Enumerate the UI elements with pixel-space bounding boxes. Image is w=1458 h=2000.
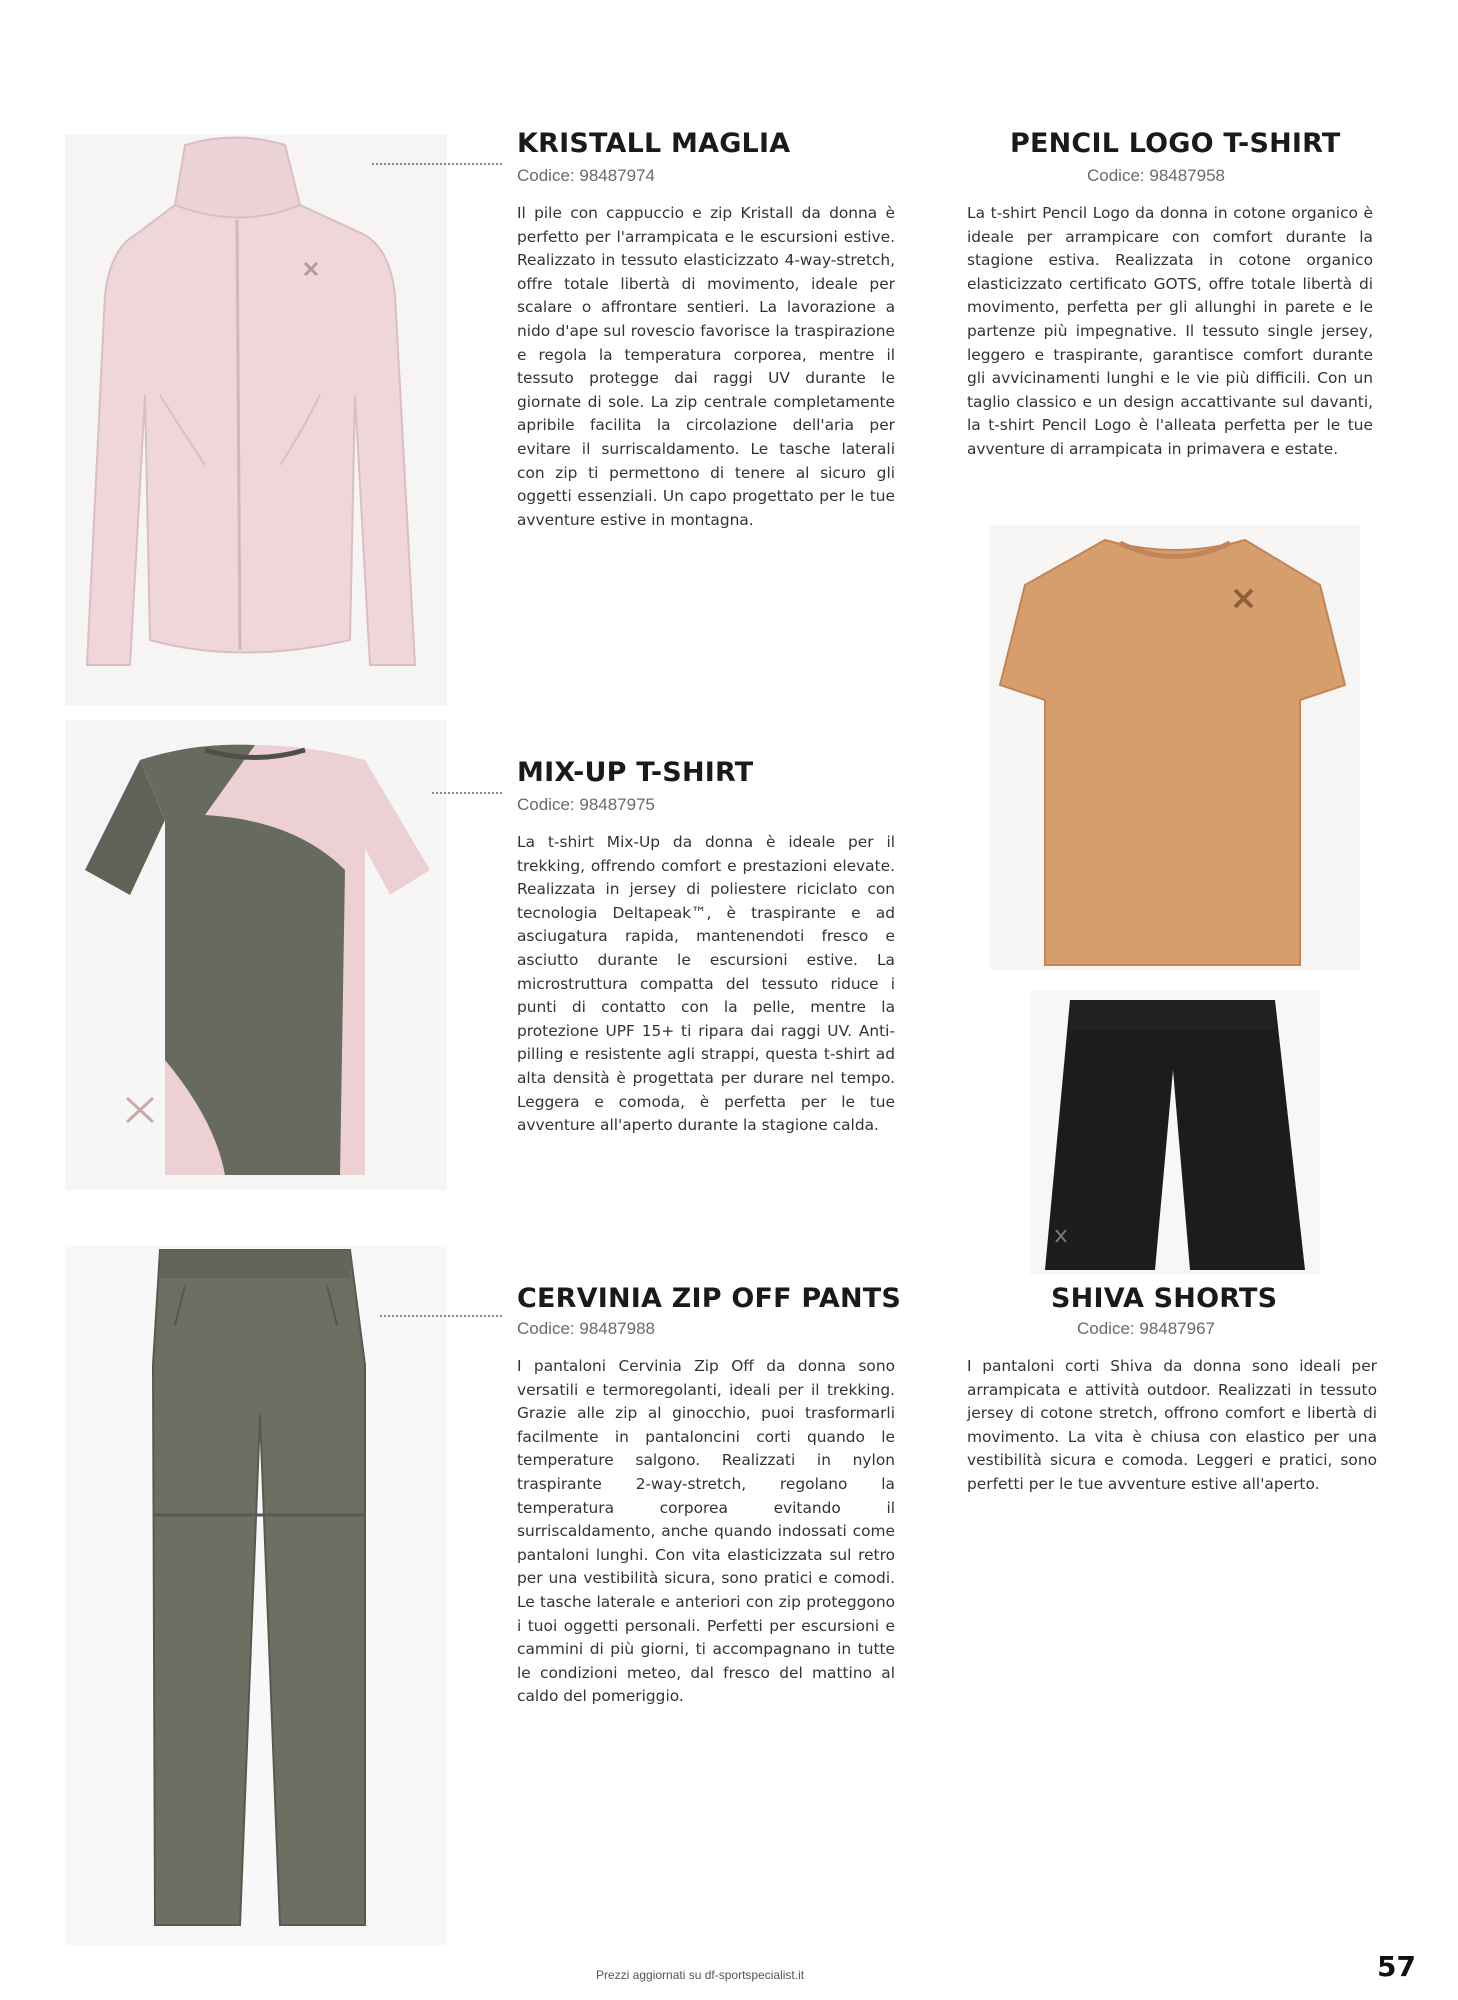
pencil-tshirt-image [990,525,1360,970]
pencil-title: PENCIL LOGO T-SHIRT [1010,128,1341,159]
cervinia-leader-line [380,1315,502,1317]
shiva-title: SHIVA SHORTS [1051,1283,1278,1314]
cervinia-title: CERVINIA ZIP OFF PANTS [517,1283,902,1314]
cervinia-pants-image [65,1245,447,1945]
pencil-description: La t-shirt Pencil Logo da donna in cotone organico è ideale per arrampicare con comfort durante la stagione estiva. Realizzata in cotone organico elasticizzato certificato GOTS, offre totale libertà di movimento, perfetta per gli allunghi in parete e le partenze più impegnative. Il tessuto single jersey, leggero e traspirante, garantisce comfort durante gli avvicinamenti lunghi e le vie più difficili. Con un taglio classico e un design accattivante sul davanti, la t-shirt Pencil Logo è l'alleata perfetta per le tue avventure di arrampicata in primavera e estate. [967,204,1373,458]
page-number: 57 [1377,1950,1416,1983]
mixup-description: La t-shirt Mix-Up da donna è ideale per il trekking, offrendo comfort e prestazioni elevate. Realizzata in jersey di poliestere riciclato con tecnologia Deltapeak™, è traspirante e ad asciugatura rapida, mantenendoti fresco e asciutto durante le escursioni estive. La microstruttura compatta del tessuto riduce i punti di contatto con la pelle, mentre la protezione UPF 15+ ti ripara dai raggi UV. Anti-pilling e resistente agli strappi, questa t-shirt ad alta densità è progettata per durare nel tempo. Leggera e comoda, è perfetta per le tue avventure all'aperto durante la stagione calda. [517,833,895,1135]
pencil-code: Codice: 98487958 [1087,166,1226,185]
kristall-leader-line [372,163,502,165]
cervinia-description: I pantaloni Cervinia Zip Off da donna sono versatili e termoregolanti, ideali per il trekking. Grazie alle zip al ginocchio, puoi trasformarli facilmente in pantaloncini corti quando le temperature salgono. Realizzati in nylon traspirante 2-way-stretch, regolano la temperatura corporea evitando il surriscaldamento, anche quando indossati come pantaloni lunghi. Con vita elasticizzata sul retro per una vestibilità sicura, sono pratici e comodi. Le tasche laterale e anteriori con zip proteggono i tuoi oggetti personali. Perfetti per escursioni e cammini di più giorni, ti accompagnano in tutte le condizioni meteo, dal fresco del mattino al caldo del pomeriggio. [517,1357,895,1706]
kristall-jacket-image [65,135,447,705]
shiva-code: Codice: 98487967 [1077,1319,1216,1338]
mixup-leader-line [432,792,502,794]
mixup-tshirt-image [65,720,447,1190]
shiva-shorts-image [1030,990,1320,1275]
kristall-description: Il pile con cappuccio e zip Kristall da donna è perfetto per l'arrampicata e le escursioni estive. Realizzato in tessuto elasticizzato 4-way-stretch, offre totale libertà di movimento, ideale per scalare o affrontare sentieri. La lavorazione a nido d'ape sul rovescio favorisce la traspirazione e regola la temperatura corporea, mentre il tessuto protegge dai raggi UV durante le giornate di sole. La zip centrale completamente apribile facilita la circolazione dell'aria per evitare il surriscaldamento. Le tasche laterali con zip ti permettono di tenere al sicuro gli oggetti essenziali. Un capo progettato per le tue avventure estive in montagna. [517,204,895,529]
cervinia-code: Codice: 98487988 [517,1319,656,1338]
mixup-title: MIX-UP T-SHIRT [517,757,754,788]
mixup-code: Codice: 98487975 [517,795,656,814]
footer-price-note: Prezzi aggiornati su df-sportspecialist.it [596,1968,805,1982]
kristall-title: KRISTALL MAGLIA [517,128,791,159]
kristall-code: Codice: 98487974 [517,166,656,185]
shiva-description: I pantaloni corti Shiva da donna sono ideali per arrampicata e attività outdoor. Realizzati in tessuto jersey di cotone stretch, offrono comfort e libertà di movimento. La vita è chiusa con elastico per una vestibilità sicura e comoda. Leggeri e pratici, sono perfetti per le tue avventure estive all'aperto. [967,1357,1377,1493]
